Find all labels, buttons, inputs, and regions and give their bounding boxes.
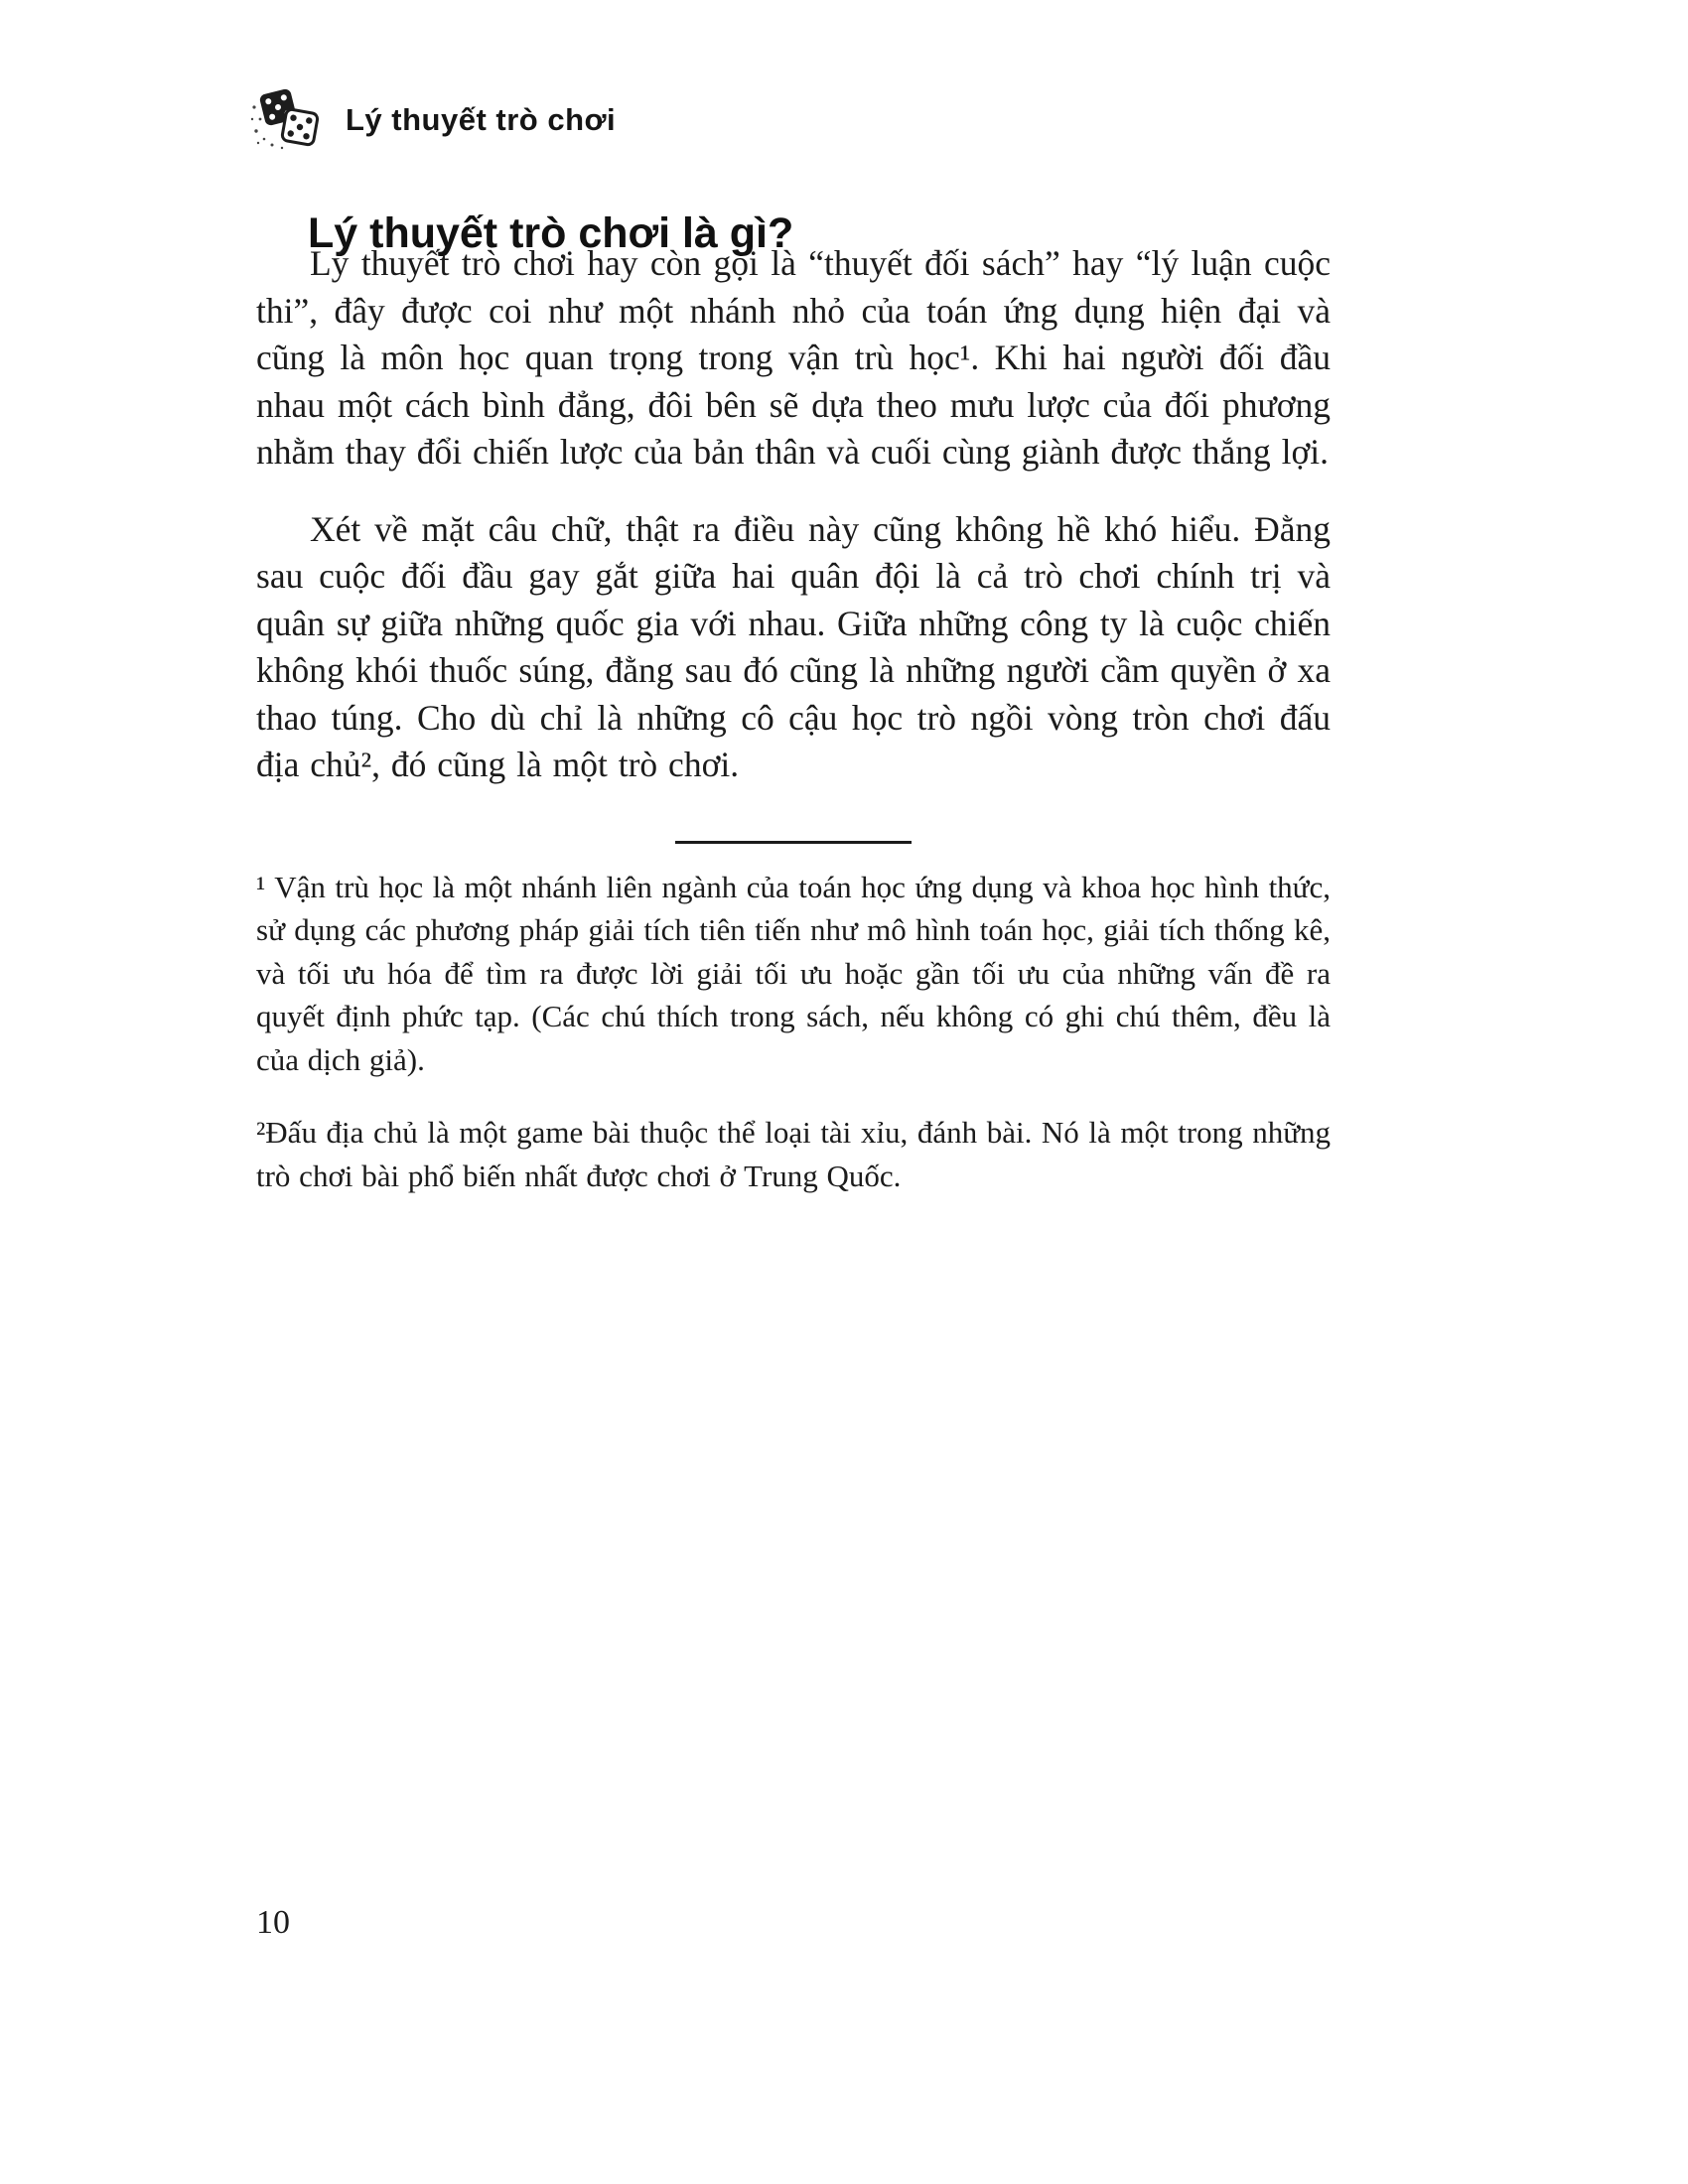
- paragraph-1: Lý thuyết trò chơi hay còn gọi là “thuyết đối sách” hay “lý luận cuộc thi”, đây được coi như một nhánh nhỏ của toán ứng dụng hiện đại và cũng là môn học quan trọng trong vận trù học¹. Khi hai người đối đầu nhau một cách bình đẳng, đôi bên sẽ dựa theo mưu lược của đối phương nhằm thay đổi chiến lược của bản thân và cuối cùng giành được thắng lợi.: [256, 243, 1331, 472]
- page-number: 10: [256, 1904, 290, 1941]
- footnote-1: ¹ Vận trù học là một nhánh liên ngành của toán học ứng dụng và khoa học hình thức, sử dụng các phương pháp giải tích tiên tiến như mô hình toán học, giải tích thống kê, và tối ưu hóa để tìm ra được lời giải tối ưu hoặc gần tối ưu của những vấn đề ra quyết định phức tạp. (Các chú thích trong sách, nếu không có ghi chú thêm, đều là của dịch giả).: [256, 869, 1331, 1077]
- running-header-title: Lý thuyết trò chơi: [346, 102, 617, 137]
- running-header: [248, 85, 616, 151]
- footnote-2: ²Đấu địa chủ là một game bài thuộc thể loại tài xỉu, đánh bài. Nó là một trong những trò chơi bài phổ biến nhất được chơi ở Trung Quốc.: [256, 1115, 1331, 1193]
- dice-icon: [248, 85, 326, 151]
- section-heading: Lý thuyết trò chơi là gì?: [308, 208, 794, 257]
- body-text: [256, 240, 1331, 1197]
- footnotes: [256, 866, 1331, 1198]
- paragraph-2: Xét về mặt câu chữ, thật ra điều này cũng không hề khó hiểu. Đằng sau cuộc đối đầu gay gắt giữa hai quân đội là cả trò chơi chính trị và quân sự giữa những quốc gia với nhau. Giữa những công ty là cuộc chiến không khói thuốc súng, đằng sau đó cũng là những người cầm quyền ở xa thao túng. Cho dù chỉ là những cô cậu học trò ngồi vòng tròn chơi đấu địa chủ², đó cũng là một trò chơi.: [256, 508, 1331, 784]
- footnote-separator: [675, 841, 912, 844]
